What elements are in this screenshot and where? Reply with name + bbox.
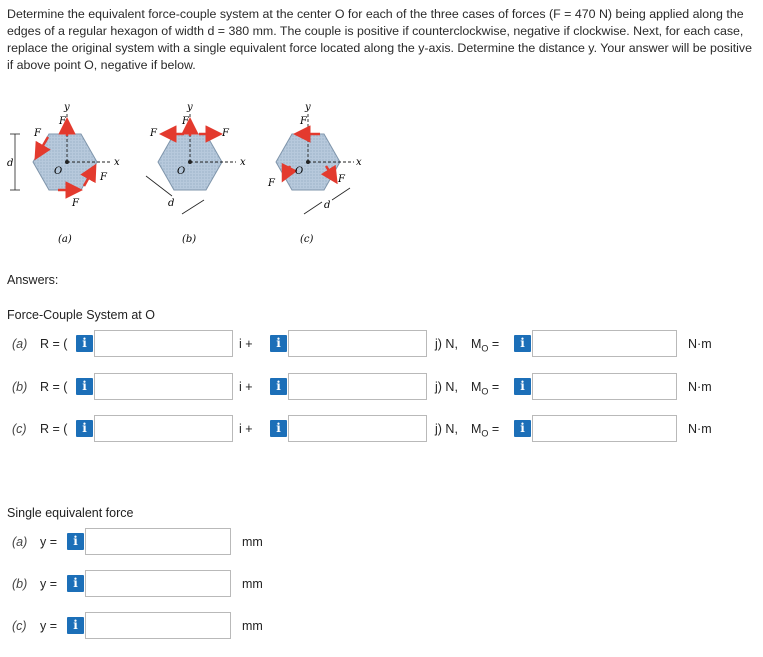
force-label: F [268,178,275,189]
info-icon[interactable]: i [270,420,287,437]
m-equals: = [491,337,500,351]
case-b-figure [146,102,246,245]
y-axis-label: y [305,102,311,113]
case-a-figure [7,102,120,245]
hexagon-diagram [4,96,404,256]
x-axis-label: x [356,157,362,168]
force-couple-row-a [0,330,763,358]
info-icon[interactable]: i [270,378,287,395]
force-label: F [300,116,307,127]
hexagon-figure [4,96,404,256]
moment-unit: N·m [688,337,712,351]
case-c-label: (c) [300,234,314,245]
j-label: j) N, [435,422,458,436]
y-input-b[interactable] [85,570,231,597]
origin-label: O [177,166,186,177]
info-icon[interactable]: i [67,575,84,592]
info-icon[interactable]: i [514,335,531,352]
single-force-row-b [0,570,763,598]
case-label: (c) [12,619,27,633]
case-label: (a) [12,337,28,351]
info-icon[interactable]: i [270,335,287,352]
single-force-heading: Single equivalent force [7,506,134,520]
case-label: (b) [12,577,28,591]
info-icon[interactable]: i [514,420,531,437]
case-label: (a) [12,535,28,549]
dimension-label: d [7,158,14,169]
problem-statement: Determine the equivalent force-couple system at the center O for each of the three cases of forces (F = 470 N) being applied along the edges of a regular hexagon of width d = 380 mm. The couple is positive if counterclockwise, negative if clockwise. Next, for each case, replace the original system with a single equivalent force located along the y-axis. Determine the distance y. Your answer will be positive if above point O, negative if below. [7,7,752,72]
y-unit: mm [242,577,263,591]
force-label: F [338,174,345,185]
y-input-c[interactable] [85,612,231,639]
info-icon[interactable]: i [67,617,84,634]
dimension-label: d [324,200,331,211]
ry-input-b[interactable] [288,373,427,400]
i-label: i + [239,380,253,394]
x-axis-label: x [240,157,246,168]
ry-input-c[interactable] [288,415,427,442]
case-label: (c) [12,422,27,436]
force-label: F [100,172,107,183]
y-label: y = [40,577,58,591]
rx-input-b[interactable] [94,373,233,400]
dimension-label: d [168,198,175,209]
y-label: y = [40,535,58,549]
m-label: M [471,422,482,436]
r-label: R = ( [40,380,68,394]
info-icon[interactable]: i [76,335,93,352]
m-subscript: O [481,386,489,397]
moment-input-c[interactable] [532,415,677,442]
y-unit: mm [242,619,263,633]
ry-input-a[interactable] [288,330,427,357]
rx-input-a[interactable] [94,330,233,357]
m-label: M [471,380,482,394]
x-axis-label: x [114,157,120,168]
y-axis-label: y [64,102,70,113]
y-axis-label: y [187,102,193,113]
info-icon[interactable]: i [514,378,531,395]
force-couple-row-c [0,415,763,443]
force-label: F [72,198,79,209]
i-label: i + [239,337,253,351]
m-label: M [471,337,482,351]
force-label: F [59,116,66,127]
j-label: j) N, [435,380,458,394]
single-force-row-a [0,528,763,556]
force-label: F [34,128,41,139]
single-force-row-c [0,612,763,640]
case-b-label: (b) [182,234,197,245]
m-equals: = [491,380,500,394]
y-label: y = [40,619,58,633]
y-unit: mm [242,535,263,549]
m-subscript: O [481,428,489,439]
info-icon[interactable]: i [76,420,93,437]
case-c-figure [267,102,362,245]
origin-label: O [54,166,63,177]
info-icon[interactable]: i [76,378,93,395]
r-label: R = ( [40,337,68,351]
j-label: j) N, [435,337,458,351]
case-a-label: (a) [58,234,72,245]
m-equals: = [491,422,500,436]
r-label: R = ( [40,422,68,436]
moment-input-b[interactable] [532,373,677,400]
rx-input-c[interactable] [94,415,233,442]
force-label: F [182,116,189,127]
i-label: i + [239,422,253,436]
force-label: F [222,128,229,139]
info-icon[interactable]: i [67,533,84,550]
y-input-a[interactable] [85,528,231,555]
moment-unit: N·m [688,380,712,394]
origin-label: O [295,166,304,177]
m-subscript: O [481,343,489,354]
force-label: F [150,128,157,139]
moment-input-a[interactable] [532,330,677,357]
answers-label: Answers: [7,273,59,287]
force-couple-row-b [0,373,763,401]
moment-unit: N·m [688,422,712,436]
force-couple-heading: Force-Couple System at O [7,308,155,322]
case-label: (b) [12,380,28,394]
